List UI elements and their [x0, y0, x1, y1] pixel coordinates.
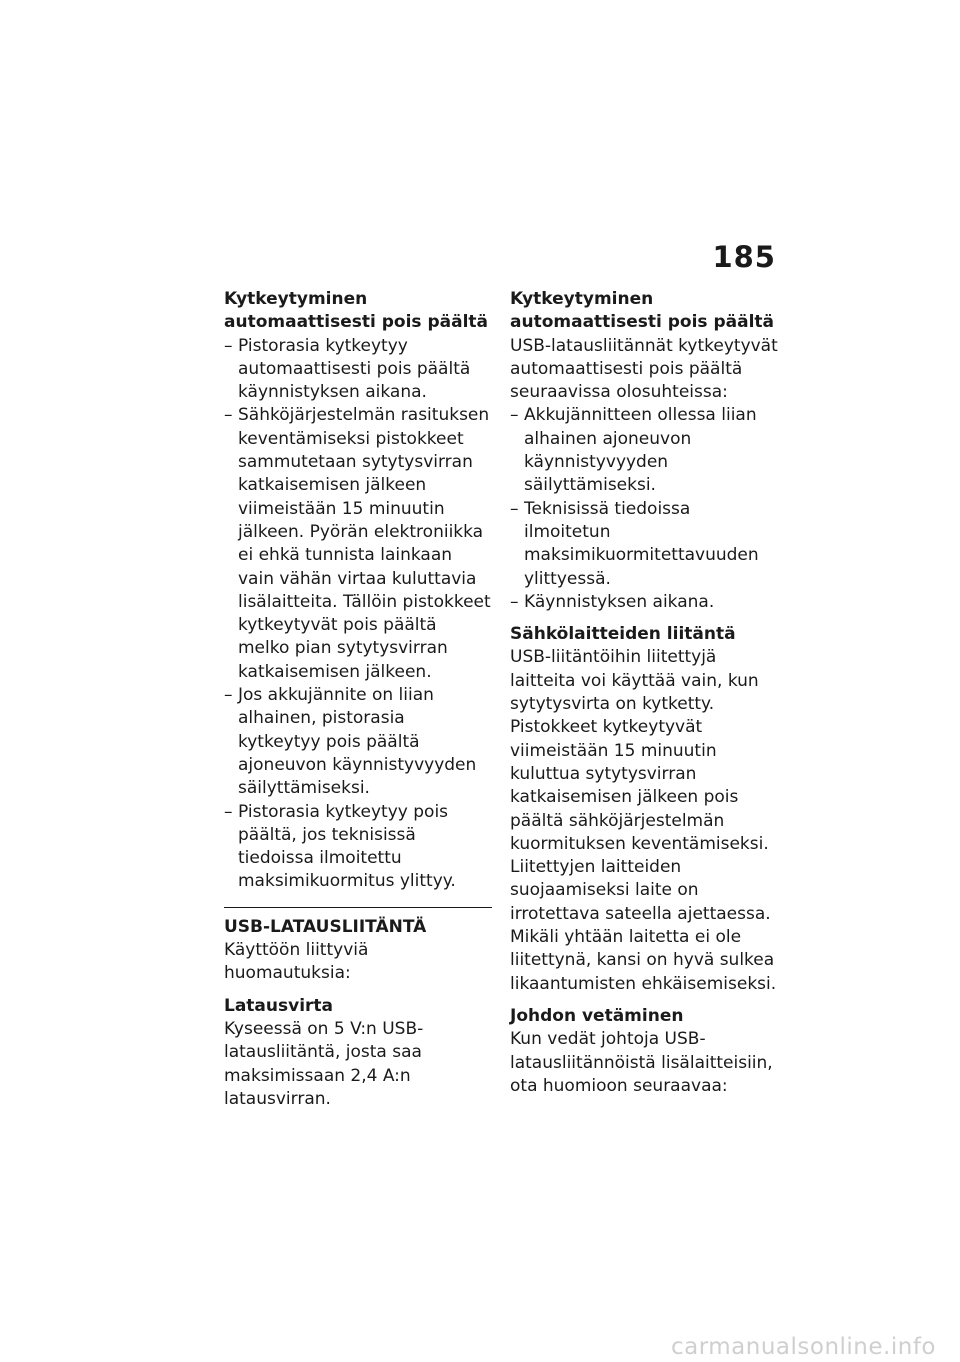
watermark: carmanualsonline.info: [670, 1334, 936, 1360]
heading-auto-off: Kytkeytyminen automaattisesti pois päältä: [224, 289, 489, 333]
heading-device-connection: Sähkölaitteiden liitäntä: [510, 624, 736, 645]
list-item: – Sähköjärjestelmän rasituksen keventämiseksi pistokkeet sammutetaan sytytysvirran katkaisemisen jälkeen viimeistään 15 minuutin jälkeen. Pyörän elektroniikka ei ehkä tunnista lainkaan vain vähän virtaa kuluttavia lisälaitteita. Tällöin pistokkeet kytkeytyvät pois päältä melko pian sytytysvirran katkaisemisen jälkeen.: [224, 404, 492, 684]
list-item: – Jos akkujännite on liian alhainen, pistorasia kytkeytyy pois päältä ajoneuvon käynnistyvyyden säilyttämiseksi.: [224, 684, 492, 800]
usb-auto-off-bullet-list: [510, 404, 782, 614]
usb-auto-off-intro: USB-latausliitännät kytkeytyvät automaattisesti pois päältä seuraavissa olosuhteissa:: [510, 335, 778, 403]
usb-intro-text: Käyttöön liittyviä huomautuksia:: [224, 940, 369, 984]
list-item: – Teknisissä tiedoissa ilmoitetun maksimikuormitettavuuden ylittyessä.: [510, 498, 782, 591]
cover-text: Mikäli yhtään laitetta ei ole liitettynä, kansi on hyvä sulkea likaantumisten ehkäisemiseksi.: [510, 927, 777, 994]
latausvirta-text: Kyseessä on 5 V:n USB-latausliitäntä, josta saa maksimissaan 2,4 A:n latausvirran.: [224, 1018, 424, 1109]
list-item: – Pistorasia kytkeytyy automaattisesti pois päältä käynnistyksen aikana.: [224, 335, 492, 405]
device-connection-text: USB-liitäntöihin liitettyjä laitteita voi käyttää vain, kun sytytysvirta on kytketty. Pistokkeet kytkeytyvät viimeistään 15 minuutin kuluttua sytytysvirran katkaisemisen jälkeen pois päältä sähköjärjestelmän kuormituksen keventämiseksi.: [510, 647, 769, 854]
section-title-usb: USB-LATAUSLIITÄNTÄ: [224, 907, 492, 939]
list-item: – Akkujännitteen ollessa liian alhainen ajoneuvon käynnistyvyyden säilyttämiseksi.: [510, 404, 782, 497]
auto-off-bullet-list: [224, 335, 492, 894]
list-item: – Käynnistyksen aikana.: [510, 591, 782, 614]
device-protection-text: Liitettyjen laitteiden suojaamiseksi laite on irrotettava sateella ajettaessa.: [510, 857, 771, 924]
left-column: [224, 288, 492, 1111]
page-number: 185: [712, 240, 776, 274]
heading-latausvirta: Latausvirta: [224, 995, 334, 1016]
cable-routing-text: Kun vedät johtoja USB-latausliitännöistä lisälaitteisiin, ota huomioon seuraavaa:: [510, 1029, 773, 1096]
heading-usb-auto-off: Kytkeytyminen automaattisesti pois päältä: [510, 289, 775, 333]
right-column: [510, 288, 782, 1098]
list-item: – Pistorasia kytkeytyy pois päältä, jos teknisissä tiedoissa ilmoitettu maksimikuormitus ylittyy.: [224, 801, 492, 894]
heading-cable-routing: Johdon vetäminen: [510, 1005, 684, 1026]
